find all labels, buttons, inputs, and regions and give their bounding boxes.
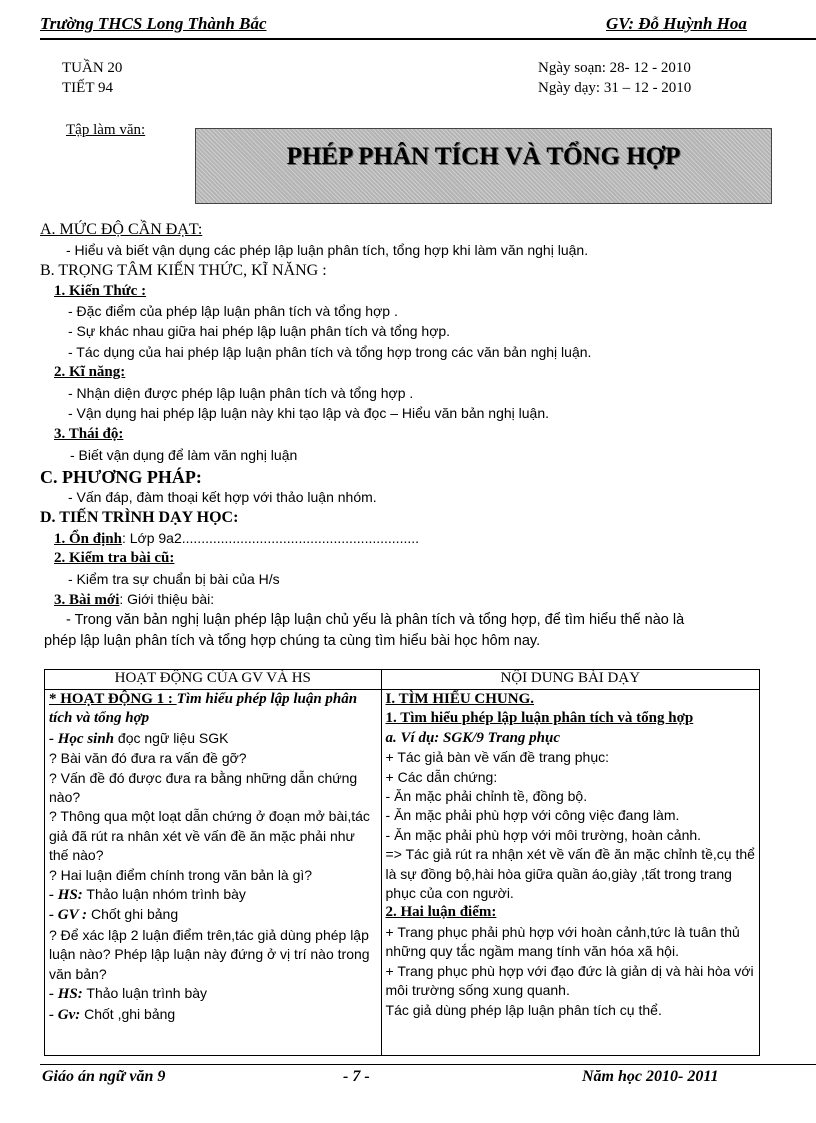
knowledge-item: - Sự khác nhau giữa hai phép lập luận phân tích và tổng hợp. [68, 323, 451, 339]
col-header-activities: HOẠT ĐỘNG CỦA GV VÀ HS [45, 670, 382, 690]
section-d-title: D. TIẾN TRÌNH DẠY HỌC: [40, 509, 239, 526]
footer-left: Giáo án ngữ văn 9 [42, 1068, 166, 1085]
lesson-table [44, 669, 760, 1056]
list-item: ? Vấn đề đó được đưa ra bằng những dẫn chứng nào? [49, 769, 358, 806]
list-item: ? Thông qua một loạt dẫn chứng ở đoạn mở bài,tác giả đã rút ra nhân xét về vấn đề ăn mặc phải như thế nào? [49, 808, 370, 864]
section-a-line: - Hiểu và biết vận dụng các phép lập luận phân tích, tổng hợp khi làm văn nghị luận. [66, 242, 589, 258]
header-rule [40, 38, 816, 40]
list-item: ? Hai luận điểm chính trong văn bản là gì? [49, 866, 313, 883]
list-item: - HS: Thảo luận trình bày [49, 985, 208, 1003]
list-item: - HS: Thảo luận nhóm trình bày [49, 886, 246, 904]
list-item: ? Để xác lập 2 luận điểm trên,tác giả dùng phép lập luận nào? Phép lập luận này đứng ở vị trí nào trong văn bản? [49, 926, 370, 982]
step-2-title: 2. Kiểm tra bài cũ: [54, 550, 175, 566]
footer-right: Năm học 2010- 2011 [582, 1068, 719, 1085]
step-2-text: - Kiểm tra sự chuẩn bị bài của H/s [68, 571, 280, 587]
lesson-title-banner [195, 128, 772, 204]
knowledge-item: - Tác dụng của hai phép lập luận phân tích và tổng hợp trong các văn bản nghị luận. [68, 344, 592, 360]
lesson-title: PHÉP PHÂN TÍCH VÀ TỔNG HỢP [286, 143, 681, 170]
list-item: Tác giả dùng phép lập luận phân tích cụ thể. [385, 1001, 662, 1018]
subject-label: Tập làm văn: [66, 122, 146, 138]
page-number: - 7 - [343, 1068, 370, 1085]
skills-title: 2. Kĩ năng: [54, 364, 126, 380]
list-item: + Tác giả bàn về vấn đề trang phục: [385, 749, 610, 766]
intro-line: phép lập luận phân tích và tổng hợp chúng ta cùng tìm hiểu bài học hôm nay. [44, 633, 541, 649]
list-item: - Ăn mặc phải phù hợp với môi trường, hoàn cảnh. [385, 826, 702, 843]
content-subheading: 1. Tìm hiểu phép lập luận phân tích và tổng hợp [385, 710, 694, 727]
list-item: - Ăn mặc phải chỉnh tề, đồng bộ. [385, 788, 588, 805]
list-item: ? Bài văn đó đưa ra vấn đề gỡ? [49, 750, 247, 767]
knowledge-title: 1. Kiến Thức : [54, 283, 147, 299]
section-c-title: C. PHƯƠNG PHÁP: [40, 467, 202, 487]
prep-date: Ngày soạn: 28- 12 - 2010 [538, 60, 691, 76]
list-item: => Tác giả rút ra nhận xét về vấn đề ăn mặc chỉnh tề,cụ thể là sự đồng bộ,hài hòa giữa quần áo,giày ,tất trong trang phục của con người. [385, 846, 755, 902]
teach-date: Ngày dạy: 31 – 12 - 2010 [538, 80, 692, 96]
content-text [386, 690, 755, 1020]
attitude-item: - Biết vận dụng để làm văn nghị luận [70, 447, 298, 463]
list-item: - Ăn mặc phải phù hợp với công việc đang làm. [385, 807, 680, 824]
list-item: + Trang phục phải phù hợp với hoàn cảnh,tức là tuân thủ những quy tắc ngầm mang tính văn hóa xã hội. [385, 923, 740, 960]
period-label: TIẾT 94 [62, 80, 113, 96]
content-subheading: 2. Hai luận điểm: [385, 904, 497, 921]
list-item: - Gv: Chốt ,ghi bảng [49, 1005, 176, 1023]
list-item: + Các dẫn chứng: [385, 768, 498, 785]
content-cell [381, 690, 759, 1056]
teacher-name: GV: Đỗ Huỳnh Hoa [606, 14, 747, 33]
content-example: a. Ví dụ: SGK/9 Trang phục [385, 729, 561, 746]
step-3: 3. Bài mới: Giới thiệu bài: [54, 591, 215, 608]
footer-rule [40, 1064, 816, 1065]
content-heading: I. TÌM HIỂU CHUNG. [385, 691, 535, 707]
section-b-title: B. TRỌNG TÂM KIẾN THỨC, KĨ NĂNG : [40, 262, 327, 279]
intro-line: - Trong văn bản nghị luận phép lập luận chủ yếu là phân tích và tổng hợp, để tìm hiểu thế nào là [66, 612, 685, 628]
activities-text [49, 690, 377, 1025]
week-label: TUẦN 20 [62, 60, 123, 76]
col-header-content: NỘI DUNG BÀI DẠY [381, 670, 759, 690]
skill-item: - Vận dụng hai phép lập luận này khi tạo lập và đọc – Hiểu văn bản nghị luận. [68, 405, 550, 421]
list-item: - Học sinh đọc ngữ liệu SGK [49, 729, 229, 747]
attitude-title: 3. Thái độ: [54, 426, 124, 442]
section-a-title: A. MỨC ĐỘ CẦN ĐẠT: [40, 221, 203, 238]
school-name: Trường THCS Long Thành Bắc [40, 14, 267, 33]
activities-cell [45, 690, 382, 1056]
section-c-line: - Vấn đáp, đàm thoại kết hợp với thảo luận nhóm. [68, 489, 377, 505]
step-1: 1. Ổn định: Lớp 9a2............................................................. [54, 530, 420, 547]
knowledge-item: - Đặc điểm của phép lập luận phân tích và tổng hợp . [68, 303, 398, 319]
activity-heading: * HOẠT ĐỘNG 1 : Tìm hiểu phép lập luận phân tích và tổng hợp [49, 691, 358, 727]
list-item: - GV : Chốt ghi bảng [49, 906, 179, 924]
list-item: + Trang phục phù hợp với đạo đức là giản dị và hài hòa với môi trường sống xung quanh. [385, 962, 754, 999]
skill-item: - Nhận diện được phép lập luận phân tích và tổng hợp . [68, 385, 414, 401]
